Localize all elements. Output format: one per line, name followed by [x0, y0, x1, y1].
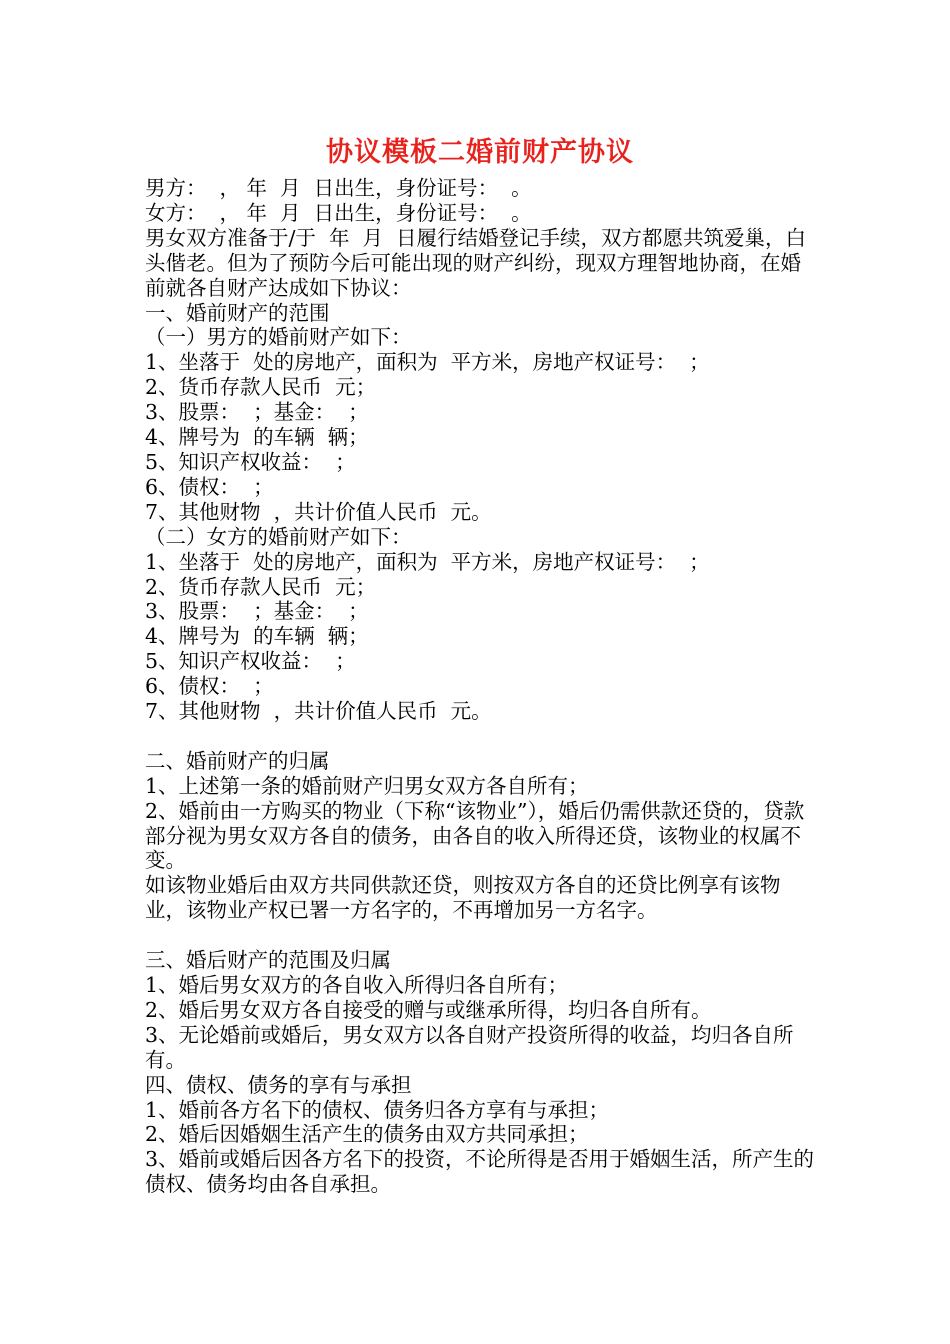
document-page	[145, 130, 815, 1197]
list-item: 2、婚后因婚姻生活产生的债务由双方共同承担；	[145, 1122, 589, 1147]
list-item: 6、债权： ；	[145, 674, 274, 699]
paragraph-preamble: 男女双方准备于/于 年 月 日履行结婚登记手续，双方都愿共筑爱巢，白头偕老。但为了预防今后可能出现的财产纠纷，现双方理智地协商，在婚前就各自财产达成如下协议：	[145, 225, 807, 300]
line-female-party: 女方： ， 年 月 日出生，身份证号： 。	[145, 200, 532, 225]
section-heading-2: 二、婚前财产的归属	[145, 748, 330, 773]
list-item: 2、婚后男女双方各自接受的赠与或继承所得，均归各自所有。	[145, 997, 712, 1022]
subsection-heading-male: （一）男方的婚前财产如下：	[145, 325, 412, 350]
document-body	[145, 176, 815, 1197]
list-item: 5、知识产权收益： ；	[145, 449, 356, 474]
list-item: 1、坐落于 处的房地产，面积为 平方米，房地产权证号： ；	[145, 549, 710, 574]
list-item: 1、坐落于 处的房地产，面积为 平方米，房地产权证号： ；	[145, 350, 710, 375]
section-heading-3: 三、婚后财产的范围及归属	[145, 948, 391, 973]
section-heading-1: 一、婚前财产的范围	[145, 300, 330, 325]
list-item: 1、上述第一条的婚前财产归男女双方各自所有；	[145, 773, 589, 798]
list-item: 3、股票： ；基金： ；	[145, 400, 369, 425]
list-item: 2、婚前由一方购买的物业（下称“该物业”），婚后仍需供款还贷的，贷款部分视为男女双方各自的债务，由各自的收入所得还贷，该物业的权属不变。	[145, 798, 805, 873]
list-item: 3、股票： ；基金： ；	[145, 599, 369, 624]
list-item: 3、婚前或婚后因各方名下的投资，不论所得是否用于婚姻生活，所产生的债权、债务均由各自承担。	[145, 1147, 815, 1197]
list-item: 1、婚前各方名下的债权、债务归各方享有与承担；	[145, 1097, 610, 1122]
paragraph-shared-loan: 如该物业婚后由双方共同供款还贷，则按双方各自的还贷比例享有该物业，该物业产权已署一方名字的，不再增加另一方名字。	[145, 873, 781, 923]
list-item: 7、其他财物 ，共计价值人民币 元。	[145, 499, 492, 524]
list-item: 2、货币存款人民币 元；	[145, 574, 377, 599]
subsection-heading-female: （二）女方的婚前财产如下：	[145, 524, 412, 549]
list-item: 5、知识产权收益： ；	[145, 649, 356, 674]
blank-line	[145, 923, 815, 948]
list-item: 1、婚后男女双方的各自收入所得归各自所有；	[145, 972, 569, 997]
list-item: 2、货币存款人民币 元；	[145, 375, 377, 400]
section-heading-4: 四、债权、债务的享有与承担	[145, 1072, 412, 1097]
list-item: 4、牌号为 的车辆 辆；	[145, 624, 369, 649]
blank-line	[145, 724, 815, 749]
list-item: 6、债权： ；	[145, 474, 274, 499]
line-male-party: 男方： ， 年 月 日出生，身份证号： 。	[145, 176, 532, 200]
document-title: 协议模板二婚前财产协议	[326, 137, 634, 168]
list-item: 7、其他财物 ，共计价值人民币 元。	[145, 699, 492, 724]
list-item: 4、牌号为 的车辆 辆；	[145, 425, 369, 450]
list-item: 3、无论婚前或婚后，男女双方以各自财产投资所得的收益，均归各自所有。	[145, 1022, 794, 1072]
